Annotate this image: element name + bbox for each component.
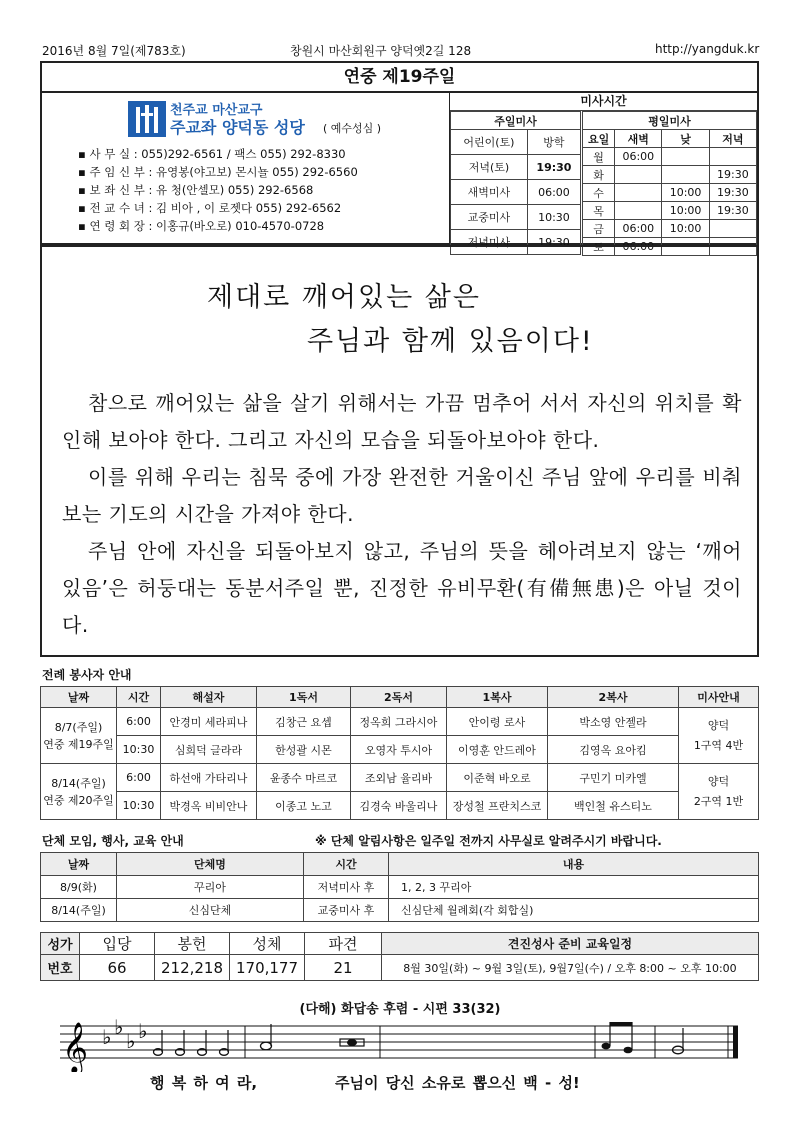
psalm-lyric-2: 주님이 당신 소유로 뽑으신 백 - 성! <box>335 1074 580 1092</box>
liturgy-cell: 박소영 안젤라 <box>548 708 679 736</box>
weekday-time <box>615 166 662 184</box>
liturgy-cell: 윤종수 마르코 <box>257 764 351 792</box>
hymn-entrance-label: 입당 <box>80 933 155 955</box>
liturgy-guide: 양덕 1구역 4반 <box>679 708 759 764</box>
liturgy-cell: 백인철 유스티노 <box>548 792 679 820</box>
liturgy-date: 8/14(주일) 연중 제20주일 <box>41 764 117 820</box>
hymn-number-label: 번호 <box>41 955 80 981</box>
col-reading1: 1독서 <box>257 687 351 708</box>
weekday-time: 06:00 <box>615 148 662 166</box>
weekday-day: 금 <box>583 220 615 238</box>
liturgy-cell: 정옥희 그라시아 <box>351 708 447 736</box>
liturgy-cell: 조외남 율리바 <box>351 764 447 792</box>
psalm-title: (다해) 화답송 후렴 - 시편 33(32) <box>299 1002 501 1017</box>
sunday-label: 저녁미사 <box>451 230 528 255</box>
col-group: 단체명 <box>117 853 304 876</box>
sunday-time: 10:30 <box>527 205 580 230</box>
groups-cell: 신심단체 월례회(각 회합실) <box>389 899 759 922</box>
education-schedule: 8월 30일(화) ~ 9월 3일(토), 9월7일(수) / 오후 8:00 ~ 오후 10:00 <box>382 955 759 981</box>
groups-table <box>40 852 759 922</box>
weekday-day: 토 <box>583 238 615 256</box>
liturgy-cell: 6:00 <box>117 764 161 792</box>
liturgy-cell: 구민기 미카엘 <box>548 764 679 792</box>
liturgy-cell: 장성철 프란치스코 <box>447 792 548 820</box>
liturgy-cell: 이종고 노고 <box>257 792 351 820</box>
weekday-time <box>709 220 756 238</box>
weekday-col-dawn: 새벽 <box>615 130 662 148</box>
hymn-entrance-number: 66 <box>80 955 155 981</box>
weekday-day: 화 <box>583 166 615 184</box>
sunday-time: 19:30 <box>527 230 580 255</box>
title-bar <box>40 61 759 93</box>
weekday-time: 10:00 <box>662 202 709 220</box>
weekday-day: 월 <box>583 148 615 166</box>
svg-text:♭: ♭ <box>102 1025 112 1049</box>
parish-patron: ( 예수성심 ) <box>323 122 382 135</box>
liturgy-date: 8/7(주일) 연중 제19주일 <box>41 708 117 764</box>
liturgy-cell: 김창근 요셉 <box>257 708 351 736</box>
weekday-col-noon: 낮 <box>662 130 709 148</box>
groups-cell: 저녁미사 후 <box>304 876 389 899</box>
col-server2: 2복사 <box>548 687 679 708</box>
weekday-time <box>662 166 709 184</box>
weekday-mass-table <box>582 111 757 256</box>
hymn-recessional-number: 21 <box>305 955 382 981</box>
sunday-mass-title: 주일미사 <box>451 112 581 130</box>
sunday-label: 교중미사 <box>451 205 528 230</box>
groups-cell: 1, 2, 3 꾸리아 <box>389 876 759 899</box>
col-time: 시간 <box>304 853 389 876</box>
message-headline-1: 제대로 깨어있는 삶은 <box>207 282 481 313</box>
col-date: 날짜 <box>41 853 117 876</box>
hymn-offertory-label: 봉헌 <box>155 933 230 955</box>
diocese-name: 천주교 마산교구 <box>170 103 263 118</box>
col-commentator: 해설자 <box>161 687 257 708</box>
groups-title: 단체 모임, 행사, 교육 안내 <box>42 834 184 848</box>
mass-times-title: 미사시간 <box>450 93 757 111</box>
col-date: 날짜 <box>41 687 117 708</box>
weekday-time: 10:00 <box>662 220 709 238</box>
liturgy-cell: 10:30 <box>117 736 161 764</box>
page-title: 연중 제19주일 <box>343 67 456 87</box>
contact-funeral: ▪ 연 령 회 장 : 이홍규(바오로) 010-4570-0728 <box>78 219 325 233</box>
liturgy-cell: 한성괄 시몬 <box>257 736 351 764</box>
col-reading2: 2독서 <box>351 687 447 708</box>
groups-cell: 교중미사 후 <box>304 899 389 922</box>
weekday-col-evening: 저녁 <box>709 130 756 148</box>
svg-text:♭: ♭ <box>114 1015 124 1039</box>
liturgy-cell: 이영훈 안드레아 <box>447 736 548 764</box>
weekday-time: 19:30 <box>709 184 756 202</box>
liturgy-cell: 안이령 로사 <box>447 708 548 736</box>
hymn-communion-label: 성체 <box>230 933 305 955</box>
groups-cell: 8/14(주일) <box>41 899 117 922</box>
sunday-time: 19:30 <box>527 155 580 180</box>
parish-info <box>40 93 450 245</box>
liturgy-cell: 6:00 <box>117 708 161 736</box>
hymn-recessional-label: 파견 <box>305 933 382 955</box>
education-title: 견진성사 준비 교육일정 <box>382 933 759 955</box>
website-url[interactable]: http://yangduk.kr <box>655 42 760 56</box>
col-time: 시간 <box>117 687 161 708</box>
sunday-time: 06:00 <box>527 180 580 205</box>
contact-pastor: ▪ 주 임 신 부 : 유영봉(야고보) 몬시뇰 055) 292-6560 <box>78 165 358 179</box>
weekday-time: 19:30 <box>709 166 756 184</box>
liturgy-cell: 김경숙 바울리나 <box>351 792 447 820</box>
weekday-time <box>615 202 662 220</box>
weekday-time: 06:00 <box>615 220 662 238</box>
groups-cell: 신심단체 <box>117 899 304 922</box>
hymn-stats-table <box>40 932 759 981</box>
svg-text:𝄞: 𝄞 <box>62 1022 89 1072</box>
weekday-time <box>615 184 662 202</box>
svg-text:♭: ♭ <box>126 1029 136 1053</box>
message-headline-2: 주님과 함께 있음이다! <box>307 326 594 357</box>
weekday-col-day: 요일 <box>583 130 615 148</box>
hymn-communion-number: 170,177 <box>230 955 305 981</box>
hymn-label: 성가 <box>41 933 80 955</box>
message-paragraph-1: 참으로 깨어있는 삶을 살기 위해서는 가끔 멈추어 서서 자신의 위치를 확인해 보아야 한다. 그리고 자신의 모습을 되돌아보아야 한다. <box>62 391 742 452</box>
weekday-day: 목 <box>583 202 615 220</box>
weekday-mass-title: 평일미사 <box>583 112 757 130</box>
liturgy-cell: 박경옥 비비안나 <box>161 792 257 820</box>
weekday-time <box>709 148 756 166</box>
sunday-label: 저녁(토) <box>451 155 528 180</box>
sunday-mass-table <box>450 111 581 255</box>
music-staff <box>40 1012 760 1072</box>
liturgy-cell: 오영자 투시아 <box>351 736 447 764</box>
sunday-time: 방학 <box>527 130 580 155</box>
sunday-label: 새벽미사 <box>451 180 528 205</box>
col-server1: 1복사 <box>447 687 548 708</box>
groups-cell: 꾸리아 <box>117 876 304 899</box>
svg-text:♭: ♭ <box>138 1019 148 1043</box>
contact-office: ▪ 사 무 실 : 055)292-6561 / 팩스 055) 292-8330 <box>78 147 346 161</box>
col-content: 내용 <box>389 853 759 876</box>
contact-assistant: ▪ 보 좌 신 부 : 유 청(안셀모) 055) 292-6568 <box>78 183 314 197</box>
message-paragraph-3: 주님 안에 자신을 되돌아보지 않고, 주님의 뜻을 헤아려보지 않는 ‘깨어 있음’은 허둥대는 동분서주일 뿐, 진정한 유비무환(有備無患)은 아닐 것이다. <box>62 539 742 637</box>
liturgy-cell: 10:30 <box>117 792 161 820</box>
col-mass-guide: 미사안내 <box>679 687 759 708</box>
liturgy-guide: 양덕 2구역 1반 <box>679 764 759 820</box>
parish-name: 주교좌 양덕동 성당 <box>170 118 305 137</box>
groups-notice: ※ 단체 알림사항은 일주일 전까지 사무실로 알려주시기 바랍니다. <box>315 834 662 848</box>
cathedral-logo <box>128 101 166 137</box>
church-address: 창원시 마산회원구 양덕옛2길 128 <box>290 44 472 58</box>
psalm-lyric-1: 행 복 하 여 라, <box>150 1074 258 1092</box>
issue-date: 2016년 8월 7일(제783호) <box>42 44 186 58</box>
weekday-time: 19:30 <box>709 202 756 220</box>
weekday-time: 10:00 <box>662 184 709 202</box>
groups-cell: 8/9(화) <box>41 876 117 899</box>
sunday-label: 어린이(토) <box>451 130 528 155</box>
contact-list <box>78 145 358 235</box>
weekday-day: 수 <box>583 184 615 202</box>
message-box <box>40 245 759 657</box>
weekday-time: 06:00 <box>615 238 662 256</box>
contact-sister: ▪ 전 교 수 녀 : 김 비아 , 이 로젯다 055) 292-6562 <box>78 201 342 215</box>
mass-times <box>450 93 759 254</box>
liturgy-cell: 심희덕 글라라 <box>161 736 257 764</box>
liturgy-table <box>40 686 759 820</box>
liturgy-cell: 안경미 세라피나 <box>161 708 257 736</box>
message-paragraph-2: 이를 위해 우리는 침묵 중에 가장 완전한 거울이신 주님 앞에 우리를 비춰보는 기도의 시간을 가져야 한다. <box>62 465 742 526</box>
liturgy-cell: 이준혁 바오로 <box>447 764 548 792</box>
liturgy-cell: 하선애 가타리나 <box>161 764 257 792</box>
liturgy-title: 전례 봉사자 안내 <box>42 668 132 682</box>
hymn-offertory-number: 212,218 <box>155 955 230 981</box>
weekday-time <box>662 148 709 166</box>
liturgy-cell: 김영옥 요아킴 <box>548 736 679 764</box>
